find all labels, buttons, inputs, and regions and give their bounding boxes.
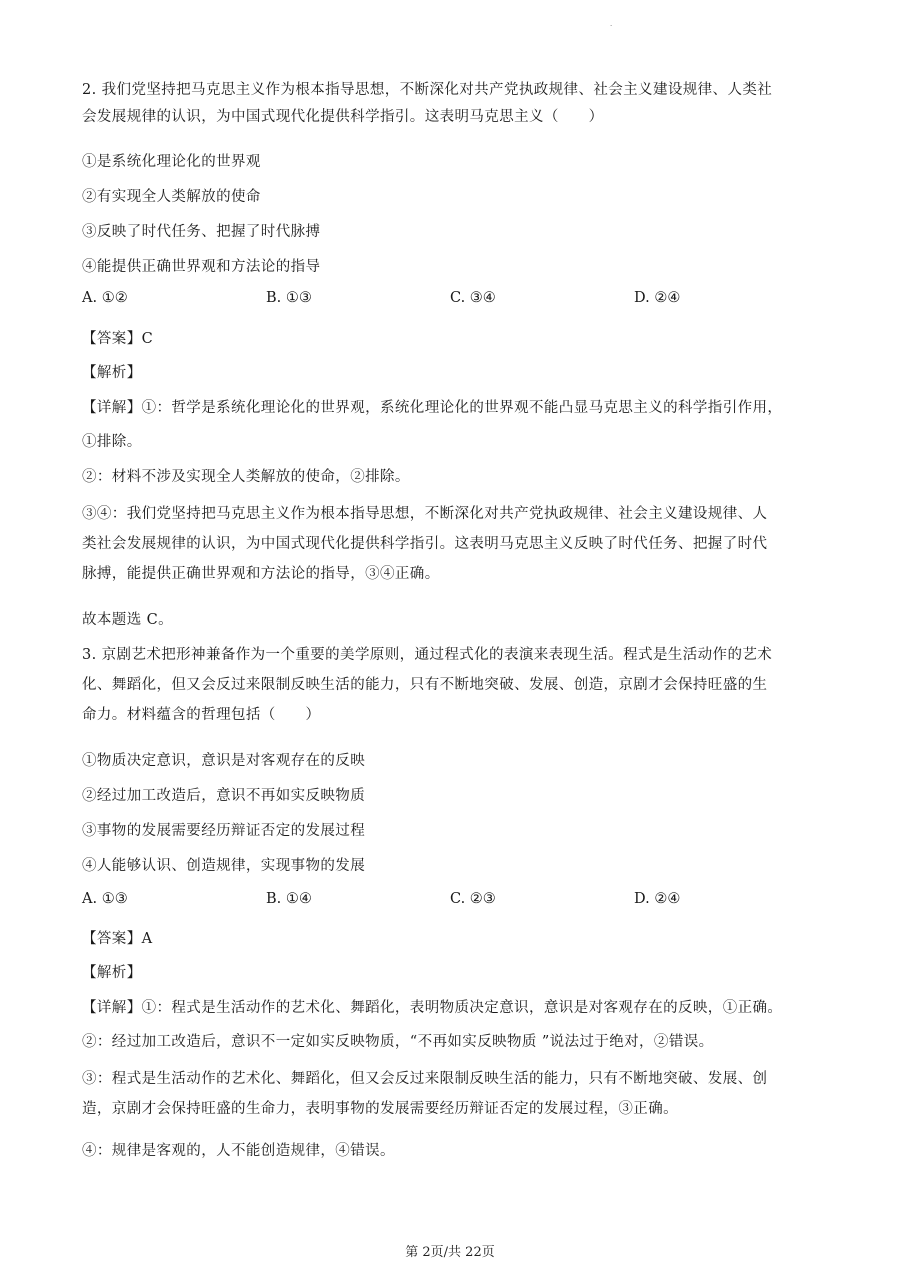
q3-detail-line4: 造，京剧才会保持旺盛的生命力，表明事物的发展需要经历辩证否定的发展过程，③正确。: [82, 1101, 678, 1117]
q3-detail-line5: ④：规律是客观的，人不能创造规律，④错误。: [82, 1143, 395, 1159]
q3-detail-line3: ③：程式是生活动作的艺术化、舞蹈化，但又会反过来限制反映生活的能力，只有不断地突破、发展、创: [82, 1071, 768, 1087]
q3-item-1: ①物质决定意识，意识是对客观存在的反映: [82, 753, 366, 769]
q2-item-2: ②有实现全人类解放的使命: [82, 189, 261, 205]
q2-detail-line1: 【详解】①：哲学是系统化理论化的世界观，系统化理论化的世界观不能凸显马克思主义的科学指引作用，: [82, 400, 783, 416]
q2-stem-line2: 会发展规律的认识，为中国式现代化提供科学指引。这表明马克思主义（ ）: [82, 109, 604, 125]
q3-item-3: ③事物的发展需要经历辩证否定的发展过程: [82, 823, 366, 839]
q2-item-3: ③反映了时代任务、把握了时代脉搏: [82, 224, 321, 240]
q2-option-b: B. ①③: [266, 290, 312, 306]
q3-option-b: B. ①④: [266, 891, 312, 907]
q2-detail-line2: ①排除。: [82, 434, 142, 450]
q2-item-4: ④能提供正确世界观和方法论的指导: [82, 259, 321, 275]
q3-item-4: ④人能够认识、创造规律，实现事物的发展: [82, 858, 366, 874]
q3-stem-line3: 命力。材料蕴含的哲理包括（ ）: [82, 707, 321, 723]
q2-stem-line1: 2. 我们党坚持把马克思主义作为根本指导思想，不断深化对共产党执政规律、社会主义建设规律、人类社: [82, 82, 773, 98]
q3-analysis-label: 【解析】: [82, 965, 142, 981]
q3-detail-line1: 【详解】①：程式是生活动作的艺术化、舞蹈化，表明物质决定意识，意识是对客观存在的反映，①正确。: [82, 1000, 783, 1016]
q2-detail-line4: ③④：我们党坚持把马克思主义作为根本指导思想，不断深化对共产党执政规律、社会主义建设规律、人: [82, 506, 768, 522]
q3-item-2: ②经过加工改造后，意识不再如实反映物质: [82, 788, 366, 804]
q3-answer: 【答案】A: [82, 931, 153, 947]
q2-item-1: ①是系统化理论化的世界观: [82, 154, 261, 170]
q2-option-a: A. ①②: [82, 290, 128, 306]
q3-detail-line2: ②：经过加工改造后，意识不一定如实反映物质，“不再如实反映物质 ”说法过于绝对，②错误。: [82, 1034, 714, 1050]
q2-answer: 【答案】C: [82, 331, 154, 347]
q3-stem-line2: 化、舞蹈化，但又会反过来限制反映生活的能力，只有不断地突破、发展、创造，京剧才会保持旺盛的生: [82, 677, 768, 693]
corner-mark: ·: [610, 22, 613, 30]
q3-option-a: A. ①③: [82, 891, 128, 907]
q3-option-c: C. ②③: [450, 891, 496, 907]
q2-option-c: C. ③④: [450, 290, 496, 306]
q3-stem-line1: 3. 京剧艺术把形神兼备作为一个重要的美学原则，通过程式化的表演来表现生活。程式是生活动作的艺术: [82, 647, 773, 663]
q3-option-d: D. ②④: [634, 891, 681, 907]
q2-detail-line6: 脉搏，能提供正确世界观和方法论的指导，③④正确。: [82, 566, 440, 582]
q2-detail-line3: ②：材料不涉及实现全人类解放的使命，②排除。: [82, 469, 410, 485]
q2-detail-line5: 类社会发展规律的认识，为中国式现代化提供科学指引。这表明马克思主义反映了时代任务、把握了时代: [82, 536, 768, 552]
q2-option-d: D. ②④: [634, 290, 681, 306]
q2-conclusion: 故本题选 C。: [82, 612, 174, 628]
q2-analysis-label: 【解析】: [82, 365, 142, 381]
page-number-footer: 第 2页/共 22页: [405, 1245, 495, 1260]
